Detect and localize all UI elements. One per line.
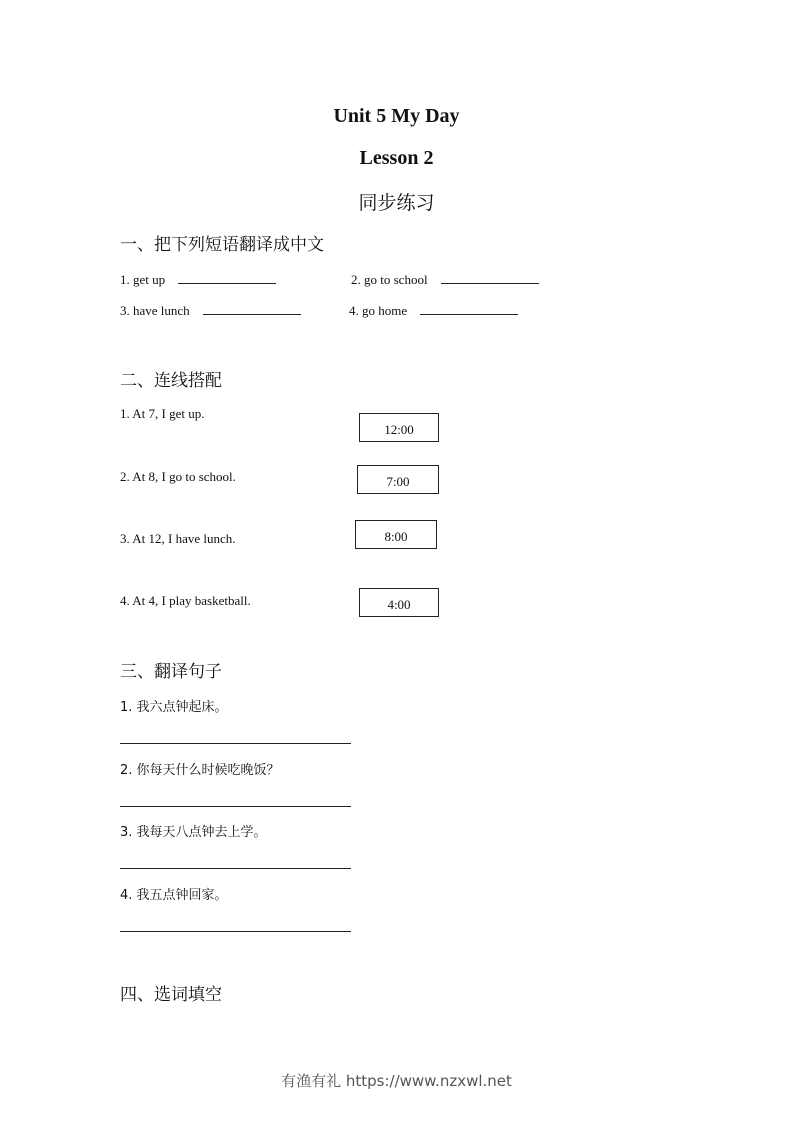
phrase-text: 4. go home bbox=[349, 303, 408, 318]
time-box: 7:00 bbox=[357, 465, 439, 494]
answer-blank[interactable] bbox=[420, 302, 518, 315]
answer-line[interactable] bbox=[120, 868, 351, 869]
time-box: 12:00 bbox=[359, 413, 439, 442]
phrase-item bbox=[351, 271, 539, 288]
translate-item: 3. 我每天八点钟去上学。 bbox=[120, 825, 267, 840]
answer-line[interactable] bbox=[120, 931, 351, 932]
match-sentence: 4. At 4, I play basketball. bbox=[120, 593, 251, 608]
page-title: Unit 5 My Day bbox=[333, 105, 460, 127]
section2-heading: 二、连线搭配 bbox=[120, 371, 222, 391]
phrase-item bbox=[120, 271, 276, 288]
answer-blank[interactable] bbox=[178, 271, 276, 284]
time-box: 4:00 bbox=[359, 588, 439, 617]
lesson-title: Lesson 2 bbox=[359, 147, 434, 169]
section4-heading: 四、选词填空 bbox=[120, 985, 222, 1005]
phrase-item bbox=[349, 302, 518, 319]
answer-blank[interactable] bbox=[441, 271, 539, 284]
phrase-item bbox=[120, 302, 301, 319]
section1-heading: 一、把下列短语翻译成中文 bbox=[120, 235, 324, 255]
translate-item: 2. 你每天什么时候吃晚饭？ bbox=[120, 763, 280, 778]
match-sentence: 2. At 8, I go to school. bbox=[120, 469, 236, 484]
answer-line[interactable] bbox=[120, 743, 351, 744]
section3-heading: 三、翻译句子 bbox=[120, 662, 222, 682]
answer-blank[interactable] bbox=[203, 302, 301, 315]
answer-line[interactable] bbox=[120, 806, 351, 807]
phrase-text: 1. get up bbox=[120, 272, 166, 287]
time-box: 8:00 bbox=[355, 520, 437, 549]
phrase-text: 2. go to school bbox=[351, 272, 428, 287]
translate-item: 1. 我六点钟起床。 bbox=[120, 700, 228, 715]
match-sentence: 1. At 7, I get up. bbox=[120, 406, 205, 421]
match-sentence: 3. At 12, I have lunch. bbox=[120, 531, 236, 546]
footer-watermark: 有渔有礼 https://www.nzxwl.net bbox=[281, 1072, 512, 1090]
subtitle: 同步练习 bbox=[358, 192, 435, 214]
phrase-text: 3. have lunch bbox=[120, 303, 190, 318]
translate-item: 4. 我五点钟回家。 bbox=[120, 888, 228, 903]
